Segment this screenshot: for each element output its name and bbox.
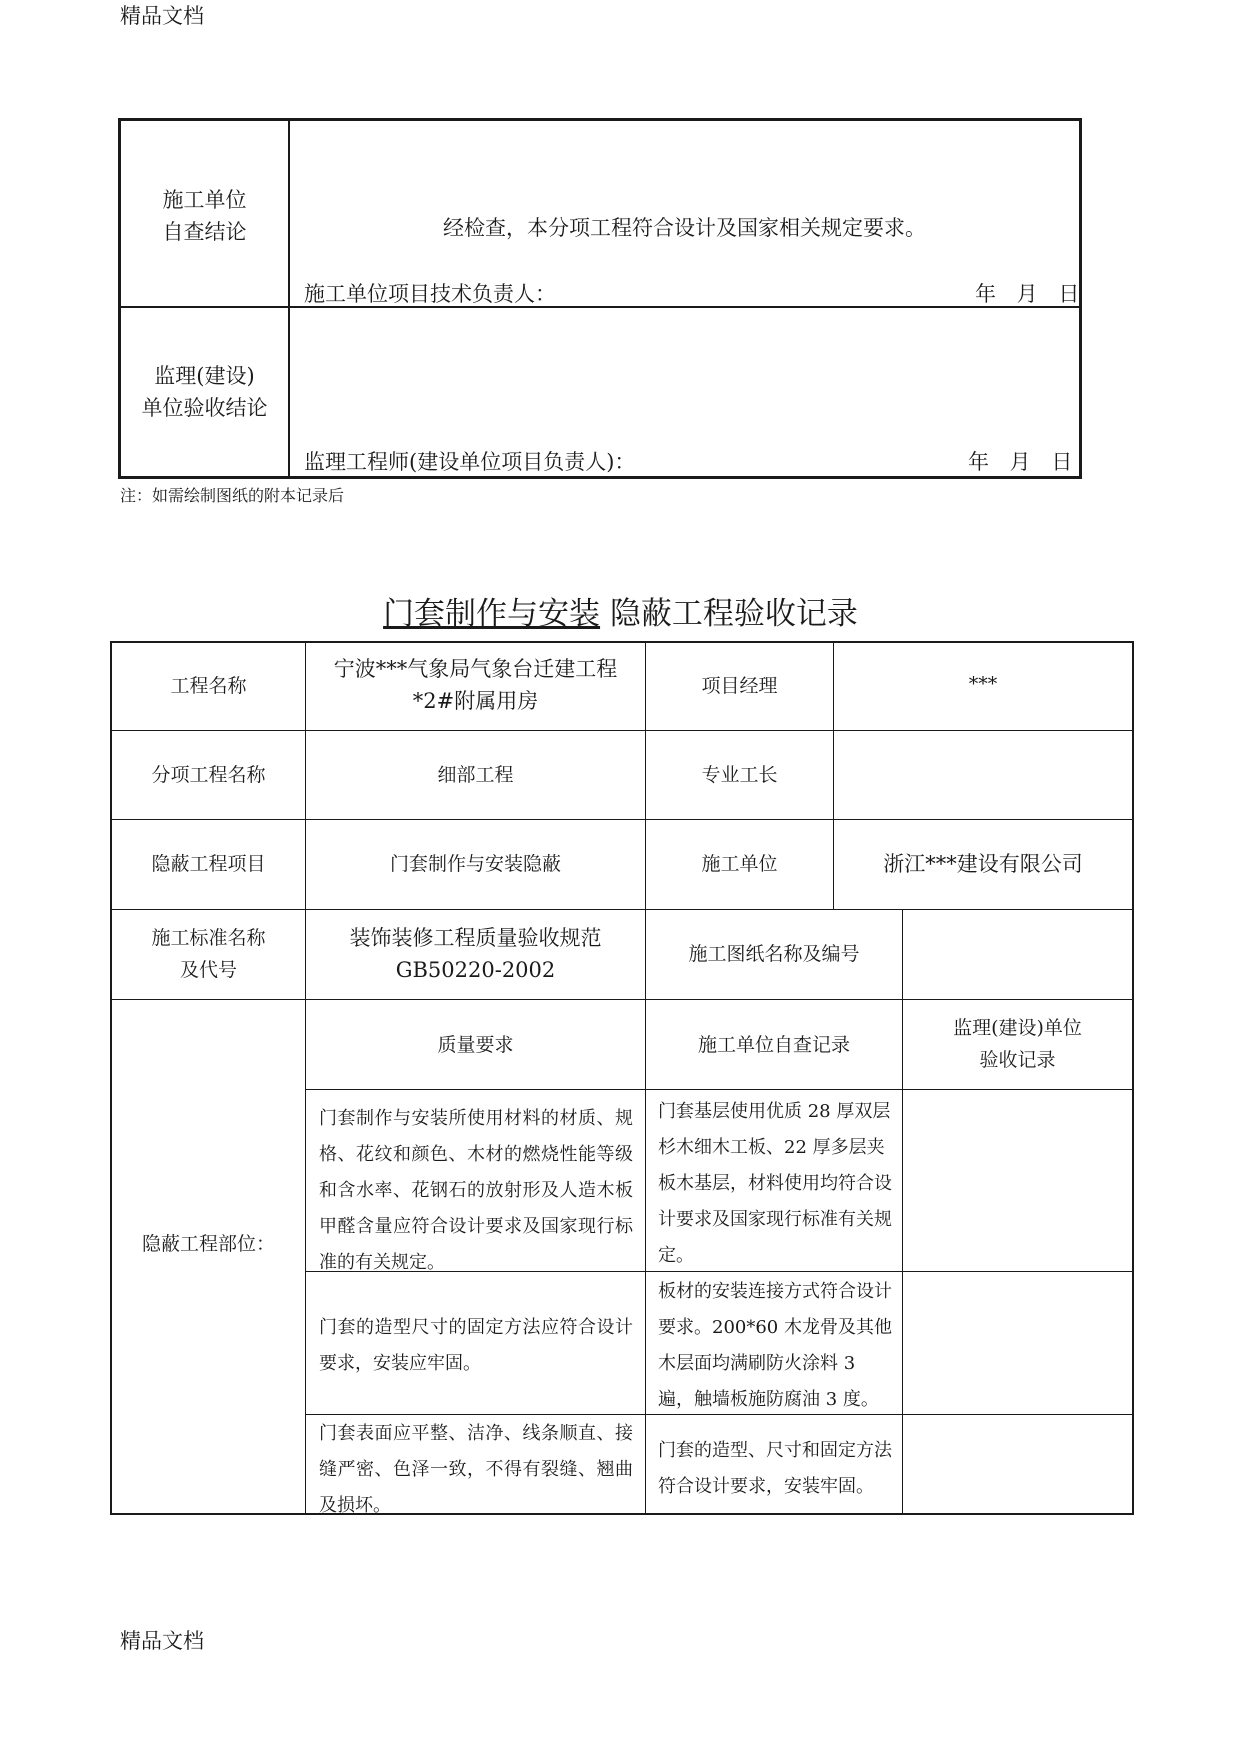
title-underlined: 门套制作与安装 (383, 596, 601, 632)
pm-label: 项目经理 (701, 675, 778, 697)
page-header: 精品文档 (120, 4, 204, 28)
sub-item-label: 分项工程名称 (151, 764, 266, 786)
contractor-value: 浙江***建设有限公司 (883, 852, 1083, 876)
supervision-date: 年 月 日 (968, 450, 1073, 474)
col-supervision-header: 监理(建设)单位 验收记录 (953, 1017, 1082, 1071)
hidden-item-label: 隐蔽工程项目 (151, 853, 266, 875)
self-check-date: 年 月 日 (975, 282, 1080, 306)
self-check-statement: 经检查，本分项工程符合设计及国家相关规定要求。 (443, 216, 926, 240)
col-self-header: 施工单位自查记录 (697, 1034, 850, 1056)
foreman-label: 专业工长 (701, 764, 778, 786)
page-title (0, 588, 1241, 633)
table-row-self-record: 板材的安装连接方式符合设计要求。200*60 木龙骨及其他木层面均满刷防火涂料 3 遍，触墙板施防腐油 3 度。 (658, 1281, 892, 1410)
self-check-signer: 施工单位项目技术负责人： (304, 282, 556, 306)
sub-item-value: 细部工程 (437, 764, 514, 786)
table-row-self-record: 门套的造型、尺寸和固定方法符合设计要求，安装牢固。 (658, 1440, 892, 1497)
supervision-signer: 监理工程师(建设单位项目负责人)： (304, 450, 636, 474)
part-label: 隐蔽工程部位： (141, 1233, 275, 1255)
pm-value: *** (968, 673, 998, 695)
standard-value: 装饰装修工程质量验收规范 GB50220-2002 (349, 926, 602, 982)
self-check-label: 施工单位 自查结论 (162, 188, 247, 244)
col-quality-header: 质量要求 (437, 1034, 514, 1056)
hidden-item-value: 门套制作与安装隐蔽 (389, 853, 561, 875)
standard-label: 施工标准名称 及代号 (151, 927, 266, 981)
project-name-value: 宁波***气象局气象台迁建工程 *2#附属用房 (333, 657, 618, 713)
table-row-requirement: 门套制作与安装所使用材料的材质、规格、花纹和颜色、木材的燃烧性能等级和含水率、花钢石的放射形及人造木板甲醛含量应符合设计要求及国家现行标准的有关规定。 (319, 1108, 633, 1273)
table-row-requirement: 门套的造型尺寸的固定方法应符合设计要求，安装应牢固。 (319, 1317, 633, 1374)
project-name-label: 工程名称 (170, 675, 247, 697)
table-row-requirement: 门套表面应平整、洁净、线条顺直、接缝严密、色泽一致，不得有裂缝、翘曲及损坏。 (319, 1423, 633, 1516)
note: 注：如需绘制图纸的附本记录后 (120, 486, 345, 505)
title-rest: 隐蔽工程验收记录 (609, 596, 858, 632)
contractor-label: 施工单位 (701, 853, 778, 875)
supervision-label: 监理(建设) 单位验收结论 (141, 364, 268, 420)
page-footer: 精品文档 (120, 1629, 204, 1653)
table-row-self-record: 门套基层使用优质 28 厚双层杉木细木工板、22 厚多层夹板木基层，材料使用均符合设计要求及国家现行标准有关规定。 (658, 1101, 892, 1266)
drawing-label: 施工图纸名称及编号 (688, 943, 860, 965)
